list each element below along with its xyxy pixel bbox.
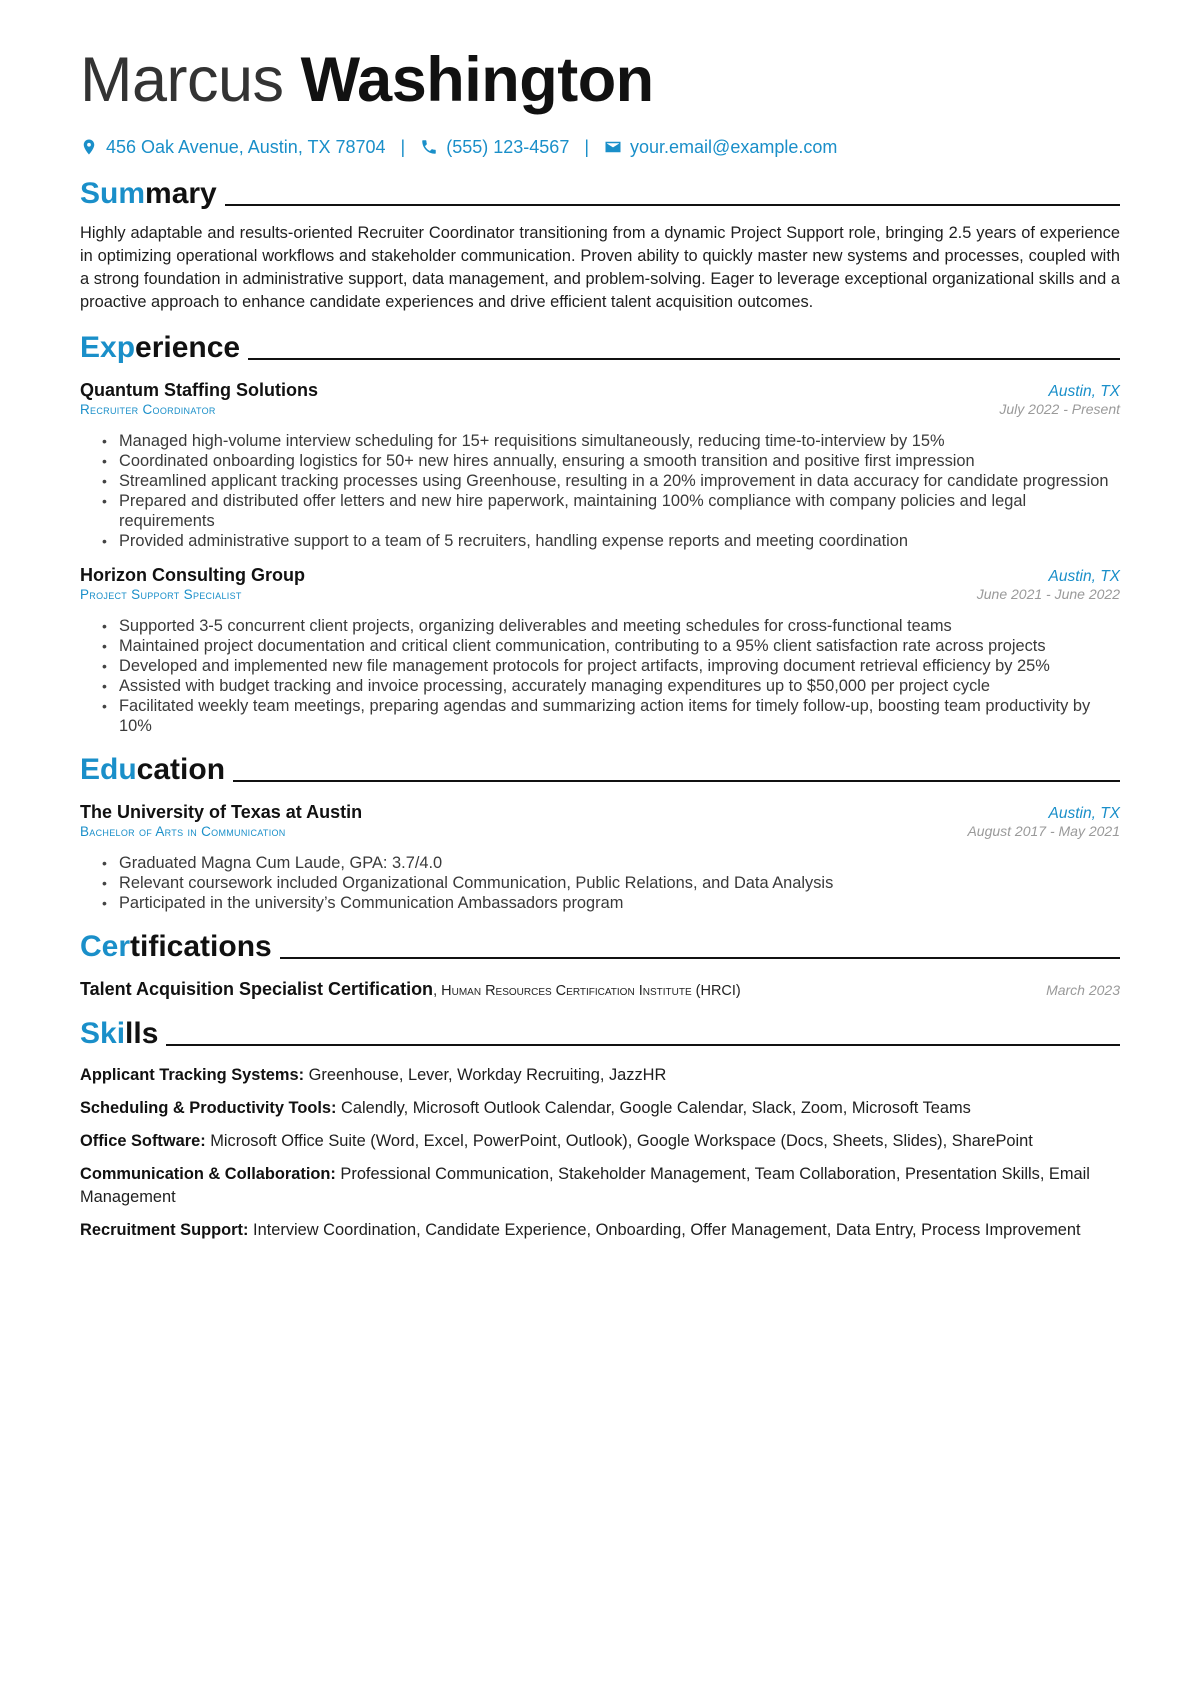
envelope-icon bbox=[604, 138, 622, 156]
skill-row bbox=[80, 1097, 1120, 1120]
candidate-name bbox=[80, 40, 1120, 120]
contact-bar bbox=[80, 134, 1120, 160]
certification-name: Talent Acquisition Specialist Certification bbox=[80, 979, 434, 999]
contact-separator: | bbox=[400, 136, 406, 157]
job-title: Recruiter Coordinator bbox=[80, 402, 216, 417]
list-item: • Developed and implemented new file management protocols for project artifacts, improving document retrieval efficiency by 25% bbox=[102, 656, 1120, 676]
skill-values: Interview Coordination, Candidate Experience, Onboarding, Offer Management, Data Entry, Process Improvement bbox=[248, 1221, 1081, 1239]
first-name: Marcus bbox=[80, 45, 284, 115]
list-item: • Supported 3-5 concurrent client projects, organizing deliverables and meeting schedules for cross-functional teams bbox=[102, 616, 1120, 636]
section-title: Certifications bbox=[80, 930, 272, 963]
school-name: The University of Texas at Austin bbox=[80, 802, 363, 822]
section-title: Experience bbox=[80, 331, 241, 364]
skill-row bbox=[80, 1064, 1120, 1087]
skill-values: Calendly, Microsoft Outlook Calendar, Google Calendar, Slack, Zoom, Microsoft Teams bbox=[336, 1099, 971, 1117]
section-rule bbox=[280, 957, 1120, 959]
certifications-heading bbox=[80, 925, 1120, 965]
experience-heading bbox=[80, 326, 1120, 366]
list-item: • Graduated Magna Cum Laude, GPA: 3.7/4.0 bbox=[102, 853, 1120, 873]
contact-email[interactable] bbox=[604, 137, 837, 158]
section-title: Skills bbox=[80, 1017, 159, 1050]
contact-separator: | bbox=[584, 136, 590, 157]
map-pin-icon bbox=[80, 138, 98, 156]
list-item: • Participated in the university’s Communication Ambassadors program bbox=[102, 893, 1120, 913]
certification-issuer: , Human Resources Certification Institute (HRCI) bbox=[433, 983, 741, 999]
phone-icon bbox=[420, 138, 438, 156]
section-rule bbox=[166, 1044, 1120, 1046]
company-name: Horizon Consulting Group bbox=[80, 565, 305, 585]
degree: Bachelor of Arts in Communication bbox=[80, 824, 286, 839]
skill-values: Microsoft Office Suite (Word, Excel, PowerPoint, Outlook), Google Workspace (Docs, Sheets, Slides), SharePoint bbox=[205, 1132, 1033, 1150]
job-title: Project Support Specialist bbox=[80, 587, 242, 602]
school-location: Austin, TX bbox=[1048, 805, 1120, 822]
skill-row bbox=[80, 1219, 1120, 1242]
address-text: 456 Oak Avenue, Austin, TX 78704 bbox=[106, 136, 386, 157]
education-dates: August 2017 - May 2021 bbox=[967, 823, 1120, 839]
list-item: • Provided administrative support to a team of 5 recruiters, handling expense reports and meeting coordination bbox=[102, 531, 1120, 551]
section-rule bbox=[248, 358, 1120, 360]
section-rule bbox=[233, 780, 1120, 782]
education-bullets bbox=[80, 853, 1120, 913]
section-title: Education bbox=[80, 753, 226, 786]
list-item: • Coordinated onboarding logistics for 50+ new hires annually, ensuring a smooth transition and positive first impression bbox=[102, 451, 1120, 471]
job-dates: June 2021 - June 2022 bbox=[976, 586, 1120, 602]
job-entry bbox=[80, 380, 1120, 551]
job-location: Austin, TX bbox=[1048, 568, 1120, 585]
list-item: • Relevant coursework included Organizational Communication, Public Relations, and Data Analysis bbox=[102, 873, 1120, 893]
list-item: • Prepared and distributed offer letters and new hire paperwork, maintaining 100% compliance with company policies and legal requirements bbox=[102, 491, 1120, 531]
skill-row bbox=[80, 1163, 1120, 1209]
section-title: Summary bbox=[80, 177, 217, 210]
skill-category: Communication & Collaboration: bbox=[80, 1165, 336, 1183]
summary-heading bbox=[80, 172, 1120, 212]
list-item: • Assisted with budget tracking and invoice processing, accurately managing expenditures up to $50,000 per project cycle bbox=[102, 676, 1120, 696]
phone-text: (555) 123-4567 bbox=[446, 136, 570, 157]
job-entry bbox=[80, 565, 1120, 736]
skill-values: Greenhouse, Lever, Workday Recruiting, JazzHR bbox=[304, 1066, 667, 1084]
certification-entry bbox=[80, 979, 1120, 1000]
contact-phone[interactable] bbox=[420, 137, 569, 158]
skill-values: Professional Communication, Stakeholder Management, Team Collaboration, Presentation Skills, Email Management bbox=[80, 1165, 1090, 1206]
contact-address bbox=[80, 137, 386, 158]
certification-date: March 2023 bbox=[1046, 982, 1120, 998]
job-bullets bbox=[80, 616, 1120, 736]
job-dates: July 2022 - Present bbox=[999, 401, 1120, 417]
company-name: Quantum Staffing Solutions bbox=[80, 380, 318, 400]
job-location: Austin, TX bbox=[1048, 383, 1120, 400]
skill-category: Scheduling & Productivity Tools: bbox=[80, 1099, 337, 1117]
list-item: • Maintained project documentation and critical client communication, contributing to a 95% client satisfaction rate across projects bbox=[102, 636, 1120, 656]
email-link[interactable]: your.email@example.com bbox=[630, 136, 838, 157]
list-item: • Streamlined applicant tracking processes using Greenhouse, resulting in a 20% improvement in data accuracy for candidate progression bbox=[102, 471, 1120, 491]
list-item: • Facilitated weekly team meetings, preparing agendas and summarizing action items for timely follow-up, boosting team productivity by 10% bbox=[102, 696, 1120, 736]
skill-category: Applicant Tracking Systems: bbox=[80, 1066, 305, 1084]
resume-page bbox=[80, 40, 1120, 1252]
education-heading bbox=[80, 748, 1120, 788]
section-rule bbox=[225, 204, 1120, 206]
job-bullets bbox=[80, 431, 1120, 551]
skill-category: Recruitment Support: bbox=[80, 1221, 249, 1239]
list-item: • Managed high-volume interview scheduling for 15+ requisitions simultaneously, reducing time-to-interview by 15% bbox=[102, 431, 1120, 451]
skill-row bbox=[80, 1130, 1120, 1153]
skills-list bbox=[80, 1064, 1120, 1242]
education-entry bbox=[80, 802, 1120, 913]
skills-heading bbox=[80, 1012, 1120, 1052]
last-name: Washington bbox=[300, 45, 654, 115]
skill-category: Office Software: bbox=[80, 1132, 206, 1150]
summary-text: Highly adaptable and results-oriented Recruiter Coordinator transitioning from a dynamic Project Support role, bringing 2.5 years of experience in optimizing operational workflows and stakeholder communication. Proven ability to quickly master new systems and processes, coupled with a strong foundation in administrative support, data management, and problem-solving. Eager to leverage exceptional organizational skills and a proactive approach to enhance candidate experiences and drive efficient talent acquisition outcomes. bbox=[80, 224, 1120, 311]
